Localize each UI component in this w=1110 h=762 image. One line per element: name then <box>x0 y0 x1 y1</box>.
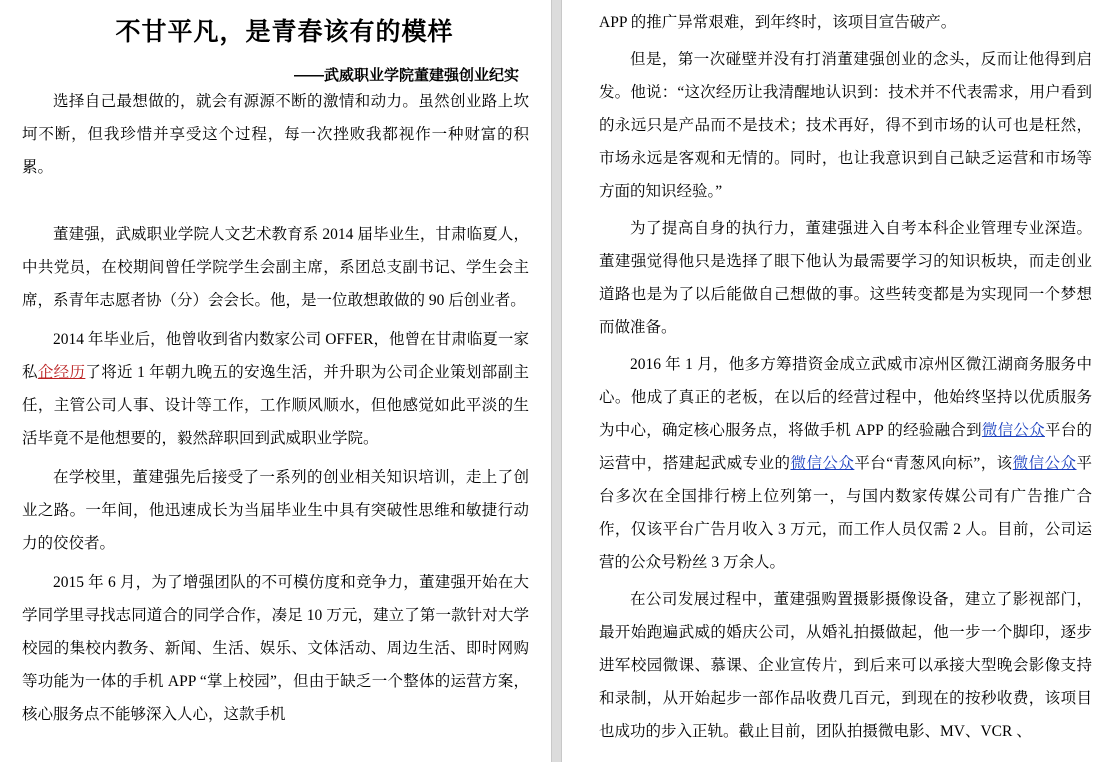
inline-link[interactable]: 微信公众 <box>790 455 855 472</box>
paragraph: 为了提高自身的执行力，董建强进入自考本科企业管理专业深造。董建强觉得他只是选择了眼下他认为最需要学习的知识板块，而走创业道路也是为了以后能做自己想做的事。这些转变都是为实现同一个梦想而做准备。 <box>599 220 1092 336</box>
paragraph-text: 2014 年毕业后，他曾收到省内数家公司 OFFER，他曾在甘肃临夏一家私企经历了将近 1 年朝九晚五的安逸生活，并升职为公司企业策划部副主任，主管公司人事、设计等工作，工作顺风顺水，但他感觉如此平淡的生活毕竟不是他想要的，毅然辞职回到武威职业学院。 <box>22 331 529 447</box>
paragraph: 在公司发展过程中，董建强购置摄影摄像设备，建立了影视部门，最开始跑遍武威的婚庆公司，从婚礼拍摄做起，他一步一个脚印，逐步进军校园微课、慕课、企业宣传片，到后来可以承接大型晚会影像支持和录制，从开始起步一部作品收费几百元，到现在的按秒收费，该项目也成功的步入正轨。截止目前，团队拍摄微电影、MV、VCR 、 <box>599 591 1092 740</box>
inline-link[interactable]: 微信公众 <box>981 422 1045 439</box>
paragraph: 在学校里，董建强先后接受了一系列的创业相关知识培训，走上了创业之路。一年间，他迅速成长为当届毕业生中具有突破性思维和敏捷行动力的佼佼者。 <box>22 469 529 552</box>
right-column <box>561 0 1110 752</box>
left-column <box>0 0 551 737</box>
paragraph: 2015 年 6 月，为了增强团队的不可模仿度和竞争力，董建强开始在大学同学里寻找志同道合的同学合作，凑足 10 万元，建立了第一款针对大学校园的集校内教务、新闻、生活、娱乐、文体活动、周边生活、即时网购等功能为一体的手机 APP “掌上校园”，但由于缺乏一个整体的运营方案，核心服务点不能够深入人心，这款手机 <box>22 574 529 723</box>
inline-link[interactable]: 微信公众 <box>1012 455 1077 472</box>
paragraph: 选择自己最想做的，就会有源源不断的激情和动力。虽然创业路上坎坷不断，但我珍惜并享受这个过程，每一次挫败我都视作一种财富的积累。 <box>22 93 529 176</box>
inline-link[interactable]: 企经历 <box>37 364 86 381</box>
page-subtitle: ——武威职业学院董建强创业纪实 <box>293 67 519 84</box>
paragraph: 但是，第一次碰壁并没有打消董建强创业的念头，反而让他得到启发。他说：“这次经历让我清醒地认识到：技术并不代表需求，用户看到的永远只是产品而不是技术；技术再好，得不到市场的认可也是枉然，市场永远是客观和无情的。同时，也让我意识到自己缺乏运营和市场等方面的知识经验。” <box>599 51 1092 200</box>
paragraph-with-links: 2016 年 1 月，他多方筹措资金成立武威市凉州区微江湖商务服务中心。他成了真正的老板，在以后的经营过程中，他始终坚持以优质服务为中心，确定核心服务点，将做手机 APP 的经验融合到微信公众平台的运营中，搭建起武威专业的微信公众平台“青葱风向标”，该微信公众平台多次在全国排行榜上位列第一，与国内数家传媒公司有广告推广合作，仅该平台广告月收入 3 万元，而工作人员仅需 2 人。目前，公司运营的公众号粉丝 3 万余人。 <box>599 356 1092 571</box>
blank-line <box>22 190 529 218</box>
paragraph: 董建强，武威职业学院人文艺术教育系 2014 届毕业生，甘肃临夏人，中共党员，在校期间曾任学院学生会副主席，系团总支副书记、学生会主席，系青年志愿者协（分）会会长。他，是一位敢想敢做的 90 后创业者。 <box>22 226 529 309</box>
paragraph-with-link <box>22 323 529 455</box>
page-title: 不甘平凡，是青春该有的模样 <box>115 18 454 46</box>
paragraph-continuation: APP 的推广异常艰难，到年终时，该项目宣告破产。 <box>599 14 957 31</box>
